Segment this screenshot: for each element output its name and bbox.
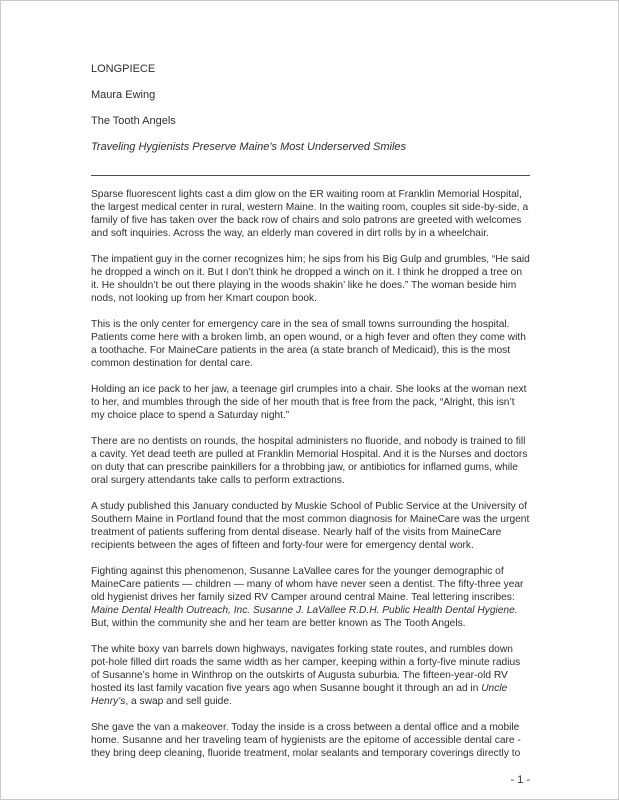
text-run: This is the only center for emergency care in the sea of small towns surrounding the hospital. Patients come here with a broken limb, an open wound, or a high fever and often they come with a toothache. For MaineCare patients in the area (a state branch of Medicaid), this is the most common destination for dental care. (91, 319, 526, 369)
paragraph-1 (91, 188, 530, 240)
text-run: , a swap and sell guide. (125, 696, 232, 707)
text-run: Fighting against this phenomenon, Susanne LaVallee cares for the younger demographic of MaineCare patients — children — many of whom have never seen a dentist. The fifty-three year old hygienist drives her family sized RV Camper around central Maine. Teal lettering inscribes: (91, 566, 524, 603)
paragraph-2 (91, 253, 530, 305)
text-run: But, within the community she and her team are better known as The Tooth Angels. (91, 618, 466, 629)
text-run-italic: Uncle Henry’s (91, 683, 508, 707)
text-run: Sparse fluorescent lights cast a dim glow on the ER waiting room at Franklin Memorial Hospital, the largest medical center in rural, western Maine. In the waiting room, couples sit side-by-side, a family of five has taken over the back row of chairs and solo patrons are greeted with welcomes and soft inquiries. Across the way, an elderly man covered in dirt rolls by in a wheelchair. (91, 189, 529, 239)
manuscript-header (91, 63, 530, 154)
text-run-italic: Maine Dental Health Outreach, Inc. Susanne J. LaVallee R.D.H. Public Health Dental Hygiene. (91, 605, 518, 616)
piece-subtitle: Traveling Hygienists Preserve Maine’s Most Underserved Smiles (91, 141, 407, 153)
piece-title: The Tooth Angels (91, 115, 176, 127)
paragraph-3 (91, 318, 530, 370)
author-name: Maura Ewing (91, 89, 156, 101)
text-run: The impatient guy in the corner recognizes him; he sips from his Big Gulp and grumbles, “He said he dropped a winch on it. But I don’t think he dropped a winch on it. I think he dropped a tree on it. He shouldn’t be out there playing in the woods shakin’ like he does.” The woman beside him nods, not looking up from her Kmart coupon book. (91, 254, 530, 304)
manuscript-body (91, 188, 530, 760)
text-run: She gave the van a makeover. Today the inside is a cross between a dental office and a mobile home. Susanne and her traveling team of hygienists are the epitome of accessible dental care - they bring deep cleaning, fluoride treatment, molar sealants and temporary coverings directly to (91, 722, 521, 759)
paragraph-7 (91, 565, 530, 630)
paragraph-4 (91, 383, 530, 422)
text-run: Holding an ice pack to her jaw, a teenage girl crumples into a chair. She looks at the woman next to her, and mumbles through the side of her mouth that is free from the pack, “Alright, this isn’t my choice place to spend a Saturday night.” (91, 384, 527, 421)
text-run: The white boxy van barrels down highways, navigates forking state routes, and rumbles down pot-hole filled dirt roads the same width as her camper, keeping within a forty-five minute radius of Susanne’s home in Winthrop on the outskirts of Augusta suburbia. The fifteen-year-old RV hosted its last family vacation five years ago when Susanne bought it through an ad in (91, 644, 521, 694)
paragraph-9 (91, 721, 530, 760)
text-run: A study published this January conducted by Muskie School of Public Service at the University of Southern Maine in Portland found that the most common diagnosis for MaineCare was the urgent treatment of patients suffering from dental disease. Nearly half of the visits from MaineCare recipients between the ages of fifteen and forty-four were for emergency dental work. (91, 501, 530, 551)
text-run: There are no dentists on rounds, the hospital administers no fluoride, and nobody is trained to fill a cavity. Yet dead teeth are pulled at Franklin Memorial Hospital. And it is the Nurses and doctors on duty that can prescribe painkillers for a throbbing jaw, or antibiotics for inflamed gums, while oral surgery attendants take calls to perform extractions. (91, 436, 528, 486)
header-divider (91, 175, 530, 176)
paragraph-8 (91, 643, 530, 708)
piece-tag: LONGPIECE (91, 63, 156, 75)
paragraph-6 (91, 500, 530, 552)
paragraph-5 (91, 435, 530, 487)
page-number: - 1 - (510, 774, 530, 786)
